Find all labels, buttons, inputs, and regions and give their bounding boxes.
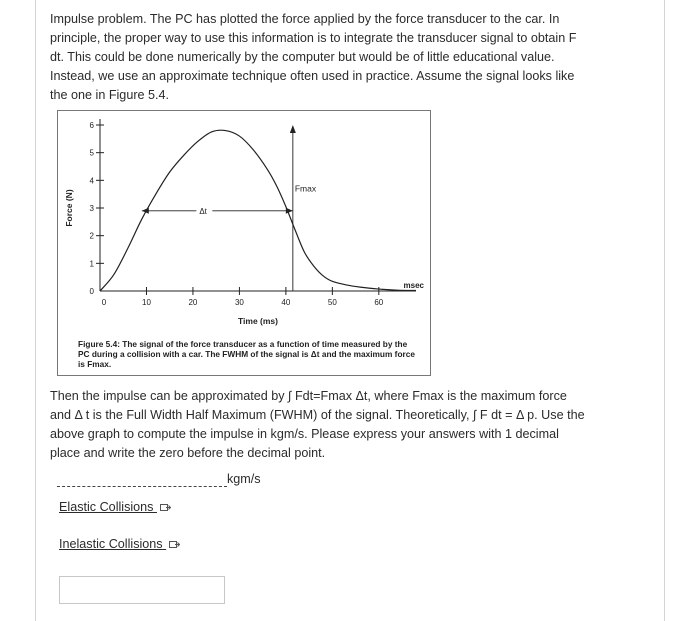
answer-unit: kgm/s (227, 472, 261, 486)
inelastic-collisions-link[interactable] (59, 537, 180, 551)
external-link-icon (169, 540, 180, 549)
answer-input[interactable] (59, 576, 225, 604)
delta-t-arrowhead-right (286, 208, 293, 214)
fmax-arrowhead (290, 125, 296, 133)
force-chart (58, 111, 430, 375)
x-tick-label: 20 (188, 298, 198, 307)
figure-caption: Figure 5.4: The signal of the force transducer as a function of time measured by the PC during a collision with a car. The FWHM of the signal is Δt and the maximum force is Fmax. (78, 339, 415, 369)
y-tick-label: 0 (89, 287, 94, 296)
y-tick-label: 1 (89, 259, 94, 269)
x-tick-label: 60 (374, 298, 384, 307)
elastic-collisions-label: Elastic Collisions (59, 500, 154, 514)
figure-5-4 (57, 110, 431, 376)
y-tick-label: 2 (89, 231, 94, 241)
x-tick-label: 50 (327, 298, 337, 307)
y-tick-label: 6 (89, 121, 94, 130)
fmax-label: Fmax (294, 183, 317, 194)
problem-intro: Impulse problem. The PC has plotted the force applied by the force transducer to the car. In principle, the proper way to use this information is to integrate the transducer signal to obtain F dt. This could be done numerically by the computer but would be of little educational value. Instead, we use an approximate technique often used in practice. Assume the signal looks like the one in Figure 5.4. (50, 12, 577, 102)
x-tick-label: 30 (234, 298, 244, 307)
x-tick-label: 40 (281, 298, 291, 307)
answer-row (57, 471, 261, 487)
x-axis-label: Time (ms) (238, 316, 278, 326)
x-tick-label: 0 (101, 298, 107, 307)
inelastic-collisions-label: Inelastic Collisions (59, 537, 163, 551)
elastic-collisions-link[interactable] (59, 500, 171, 514)
external-link-icon (160, 503, 171, 512)
y-tick-label: 3 (89, 204, 94, 213)
x-unit-label: msec (403, 281, 424, 290)
answer-blank[interactable] (57, 474, 227, 487)
y-tick-label: 4 (89, 176, 94, 186)
x-tick-label: 10 (142, 298, 151, 307)
y-tick-label: 5 (89, 148, 94, 158)
y-axis-label: Force (N) (64, 189, 74, 227)
delta-t-label: Δt (199, 206, 207, 216)
problem-instructions: Then the impulse can be approximated by ∫ Fdt=Fmax Δt, where Fmax is the maximum force and Δ t is the Full Width Half Maximum (FWHM) of the signal. Theoretically, ∫ F dt = Δ p. Use the above graph to compute the impulse in kgm/s. Please express your answers with 1 decimal place and write the zero before the decimal point. (50, 389, 585, 460)
